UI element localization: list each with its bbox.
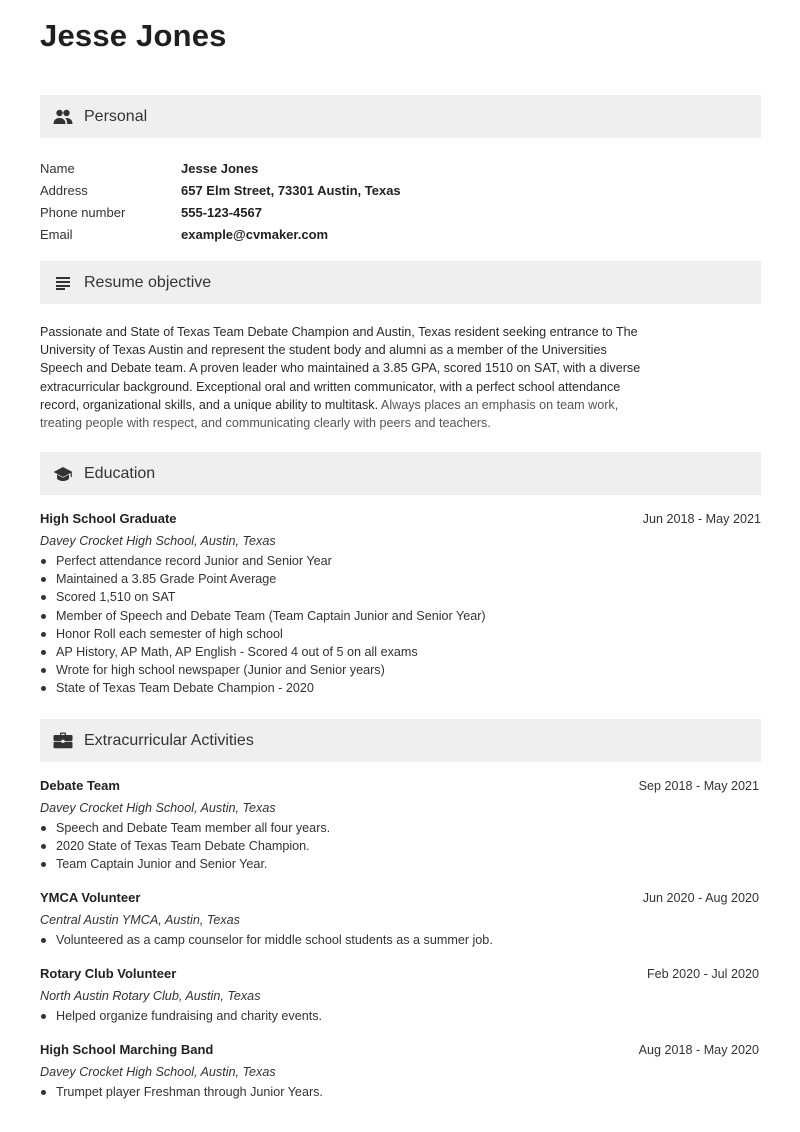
activity-entry-ymca xyxy=(40,890,761,949)
list-item: Honor Roll each semester of high school xyxy=(40,625,761,643)
entry-title: Debate Team xyxy=(40,778,120,793)
section-header-personal xyxy=(40,95,761,138)
list-item: Perfect attendance record Junior and Senior Year xyxy=(40,552,761,570)
detail-row-phone xyxy=(40,201,401,223)
activity-entry-band xyxy=(40,1042,761,1101)
people-icon xyxy=(52,106,74,128)
list-item: Volunteered as a camp counselor for middle school students as a summer job. xyxy=(40,931,761,949)
section-title-education: Education xyxy=(84,464,156,482)
entry-place: Davey Crocket High School, Austin, Texas xyxy=(40,1065,276,1079)
resume-name: Jesse Jones xyxy=(40,18,227,53)
detail-label: Phone number xyxy=(40,204,126,220)
detail-value: Jesse Jones xyxy=(181,160,259,176)
detail-row-address xyxy=(40,179,401,201)
entry-title: High School Graduate xyxy=(40,511,177,526)
list-item: AP History, AP Math, AP English - Scored 4 out of 5 on all exams xyxy=(40,643,761,661)
graduation-cap-icon xyxy=(52,463,74,485)
list-item: Scored 1,510 on SAT xyxy=(40,588,761,606)
section-title-objective: Resume objective xyxy=(84,273,212,291)
detail-label: Address xyxy=(40,182,88,198)
section-title-activities: Extracurricular Activities xyxy=(84,731,254,749)
detail-value: 657 Elm Street, 73301 Austin, Texas xyxy=(181,182,401,198)
detail-label: Name xyxy=(40,160,75,176)
list-item: Trumpet player Freshman through Junior Years. xyxy=(40,1083,761,1101)
entry-bullets xyxy=(40,552,761,698)
detail-value: 555-123-4567 xyxy=(181,204,262,220)
section-header-activities xyxy=(40,719,761,762)
entry-bullets xyxy=(40,1007,761,1025)
entry-place: Davey Crocket High School, Austin, Texas xyxy=(40,801,276,815)
section-header-education xyxy=(40,452,761,495)
entry-date: Aug 2018 - May 2020 xyxy=(638,1043,759,1057)
entry-date: Feb 2020 - Jul 2020 xyxy=(646,967,759,981)
education-entry xyxy=(40,511,761,698)
entry-bullets xyxy=(40,819,761,874)
list-item: Speech and Debate Team member all four years. xyxy=(40,819,761,837)
detail-row-email xyxy=(40,223,401,245)
list-item: Helped organize fundraising and charity events. xyxy=(40,1007,761,1025)
entry-title: Rotary Club Volunteer xyxy=(40,966,177,981)
text-lines-icon xyxy=(52,272,74,294)
entry-date: Jun 2018 - May 2021 xyxy=(642,512,761,526)
list-item: Wrote for high school newspaper (Junior and Senior years) xyxy=(40,661,761,679)
detail-value: example@cvmaker.com xyxy=(181,226,329,242)
list-item: Maintained a 3.85 Grade Point Average xyxy=(40,570,761,588)
section-header-objective xyxy=(40,261,761,304)
entry-title: YMCA Volunteer xyxy=(40,890,141,905)
entry-date: Jun 2020 - Aug 2020 xyxy=(642,891,759,905)
entry-date: Sep 2018 - May 2021 xyxy=(638,779,759,793)
list-item: State of Texas Team Debate Champion - 2020 xyxy=(40,679,761,697)
entry-place: Davey Crocket High School, Austin, Texas xyxy=(40,534,276,548)
list-item: 2020 State of Texas Team Debate Champion. xyxy=(40,837,761,855)
objective-main: Passionate and State of Texas Team Debate Champion and Austin, Texas resident seeking entrance to The University of Texas Austin and represent the student body and alumni as a member of the Universities Speech and Debate team. A proven leader who maintained a 3.85 GPA, scored 1510 on SAT, with a diverse extracurricular background. Exceptional oral and written communicator, with a perfect school attendance record, organizational skills, and a unique ability to multitask. xyxy=(40,325,641,412)
list-item: Team Captain Junior and Senior Year. xyxy=(40,855,761,873)
entry-place: Central Austin YMCA, Austin, Texas xyxy=(40,913,240,927)
activity-entry-rotary xyxy=(40,966,761,1025)
section-title-personal: Personal xyxy=(84,107,148,125)
detail-row-name xyxy=(40,157,401,179)
list-item: Member of Speech and Debate Team (Team Captain Junior and Senior Year) xyxy=(40,607,761,625)
entry-bullets xyxy=(40,931,761,949)
entry-place: North Austin Rotary Club, Austin, Texas xyxy=(40,989,261,1003)
personal-details xyxy=(40,157,401,245)
entry-title: High School Marching Band xyxy=(40,1042,214,1057)
detail-label: Email xyxy=(40,226,73,242)
activity-entry-debate xyxy=(40,778,761,874)
entry-bullets xyxy=(40,1083,761,1101)
briefcase-icon xyxy=(52,730,74,752)
objective-extra: Always places an emphasis on team work, treating people with respect, and communicating clearly with peers and teachers. xyxy=(40,397,619,431)
objective-text xyxy=(40,323,650,432)
